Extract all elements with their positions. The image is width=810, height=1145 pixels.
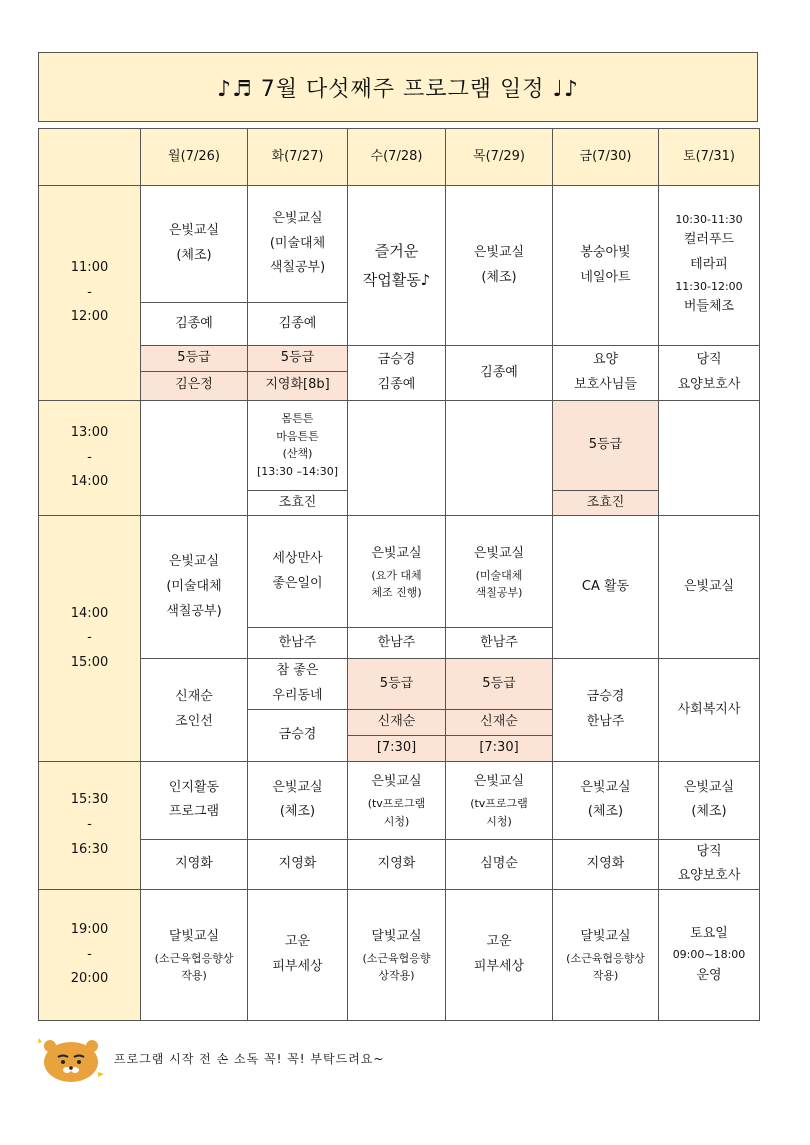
staff-cell: 당직 요양보호사	[659, 839, 760, 889]
footer-note: 프로그램 시작 전 손 소독 꼭! 꼭! 부탁드려요~	[114, 1051, 385, 1066]
program-cell: 은빛교실 (체조)	[659, 761, 760, 839]
table-row	[39, 839, 760, 889]
program-cell: CA 활동	[553, 516, 659, 659]
table-row	[39, 761, 760, 839]
staff-cell: 요양 보호사님들	[553, 346, 659, 401]
day-header-thu: 목(7/29)	[446, 129, 553, 186]
grade-cell: 5등급	[553, 400, 659, 490]
time-cell: 15:30 - 16:30	[39, 761, 141, 889]
program-cell: 참 좋은 우리동네	[248, 659, 348, 709]
staff-cell: 당직 요양보호사	[659, 346, 760, 401]
time-cell: 14:00 - 15:00	[39, 516, 141, 761]
corner-cell	[39, 129, 141, 186]
caregiver-cell: 김은정	[141, 371, 248, 400]
caregiver-time-cell: [7:30]	[348, 735, 446, 761]
program-cell: 은빛교실 (요가 대체 체조 진행)	[348, 516, 446, 628]
caregiver-cell: 지영화[8b]	[248, 371, 348, 400]
program-cell: 은빛교실 (체조)	[248, 761, 348, 839]
staff-cell: 조효진	[553, 490, 659, 516]
header-row	[39, 129, 760, 186]
table-row	[39, 659, 760, 709]
grade-cell: 5등급	[446, 659, 553, 709]
staff-cell: 금승경 한남주	[553, 659, 659, 761]
program-cell: 봉숭아빛 네일아트	[553, 186, 659, 346]
day-header-wed: 수(7/28)	[348, 129, 446, 186]
program-cell: 은빛교실 (체조)	[446, 186, 553, 346]
program-cell: 고운 피부세상	[248, 890, 348, 1021]
program-cell: 몸튼튼 마음튼튼 (산책) [13:30 –14:30]	[248, 400, 348, 490]
program-cell: 세상만사 좋은일이	[248, 516, 348, 628]
program-cell: 은빛교실 (미술대체 색칠공부)	[248, 186, 348, 303]
staff-cell: 조효진	[248, 490, 348, 516]
table-row	[39, 186, 760, 303]
grade-cell: 5등급	[348, 659, 446, 709]
day-header-mon: 월(7/26)	[141, 129, 248, 186]
program-cell: 달빛교실 (소근육협응향상 작용)	[553, 890, 659, 1021]
program-cell: 달빛교실 (소근육협응향 상작용)	[348, 890, 446, 1021]
staff-cell: 사회복지사	[659, 659, 760, 761]
staff-cell: 김종예	[446, 346, 553, 401]
day-header-tue: 화(7/27)	[248, 129, 348, 186]
time-cell: 13:00 - 14:00	[39, 400, 141, 516]
program-cell: 토요일 09:00~18:00 운영	[659, 890, 760, 1021]
empty-cell	[446, 400, 553, 516]
program-cell: 고운 피부세상	[446, 890, 553, 1021]
day-header-sat: 토(7/31)	[659, 129, 760, 186]
program-cell: 은빛교실 (체조)	[553, 761, 659, 839]
grade-cell: 5등급	[141, 346, 248, 372]
staff-cell: 김종예	[248, 303, 348, 346]
caregiver-cell: 신재순	[446, 709, 553, 735]
program-cell: 10:30-11:30 컬러푸드 테라피 11:30-12:00 버들체조	[659, 186, 760, 346]
lion-character-icon	[36, 1032, 106, 1084]
program-cell: 즐거운 작업활동♪	[348, 186, 446, 346]
table-row	[39, 516, 760, 628]
schedule-table	[38, 128, 760, 1021]
program-cell: 은빛교실 (미술대체 색칠공부)	[141, 516, 248, 659]
time-cell: 11:00 - 12:00	[39, 186, 141, 401]
staff-cell: 지영화	[553, 839, 659, 889]
staff-cell: 심명순	[446, 839, 553, 889]
day-header-fri: 금(7/30)	[553, 129, 659, 186]
program-cell: 인지활동 프로그램	[141, 761, 248, 839]
caregiver-time-cell: [7:30]	[446, 735, 553, 761]
staff-cell: 지영화	[348, 839, 446, 889]
staff-cell: 한남주	[446, 628, 553, 659]
program-cell: 은빛교실	[659, 516, 760, 659]
staff-cell: 지영화	[248, 839, 348, 889]
program-cell: 은빛교실 (체조)	[141, 186, 248, 303]
program-cell: 은빛교실 (미술대체 색칠공부)	[446, 516, 553, 628]
empty-cell	[348, 400, 446, 516]
caregiver-cell: 신재순	[348, 709, 446, 735]
program-cell: 은빛교실 (tv프로그램 시청)	[446, 761, 553, 839]
time-cell: 19:00 - 20:00	[39, 890, 141, 1021]
grade-cell: 5등급	[248, 346, 348, 372]
empty-cell	[141, 400, 248, 516]
footer	[36, 1032, 736, 1084]
staff-cell: 지영화	[141, 839, 248, 889]
staff-cell: 한남주	[348, 628, 446, 659]
staff-cell: 금승경 김종예	[348, 346, 446, 401]
table-row	[39, 400, 760, 490]
staff-cell: 김종예	[141, 303, 248, 346]
staff-cell: 금승경	[248, 709, 348, 761]
staff-cell: 한남주	[248, 628, 348, 659]
staff-cell: 신재순 조인선	[141, 659, 248, 761]
empty-cell	[659, 400, 760, 516]
program-cell: 달빛교실 (소근육협응향상 작용)	[141, 890, 248, 1021]
table-row	[39, 890, 760, 1021]
table-row	[39, 346, 760, 372]
program-cell: 은빛교실 (tv프로그램 시청)	[348, 761, 446, 839]
page-title: ♪♬ 7월 다섯째주 프로그램 일정 ♩♪	[38, 52, 758, 122]
